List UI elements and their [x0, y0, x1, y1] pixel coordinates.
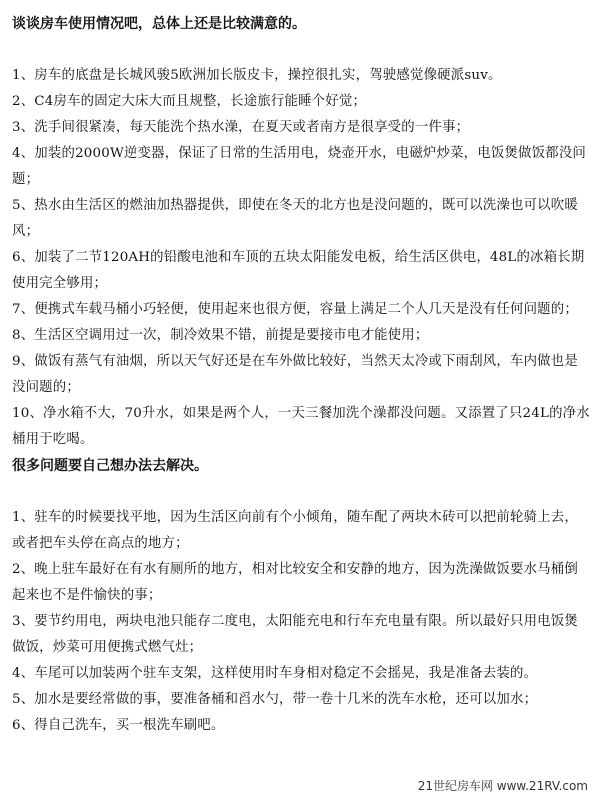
- usage-item: 1、房车的底盘是长城风骏5欧洲加长版皮卡，操控很扎实，驾驶感觉像硬派suv。: [12, 68, 502, 83]
- usage-item: 7、便携式车载马桶小巧轻便，使用起来也很方便，容量上满足二个人几天是没有任何问题的；: [12, 302, 578, 317]
- problem-item: 2、晚上驻车最好在有水有厕所的地方，相对比较安全和安静的地方，因为洗澡做饭要水马桶倒起来也不是件愉快的事；: [12, 562, 578, 603]
- usage-item: 10、净水箱不大，70升水，如果是两个人，一天三餐加洗个澡都没问题。又添置了只24L的净水桶用于吃喝。: [12, 406, 590, 447]
- usage-item: 2、C4房车的固定大床大而且规整，长途旅行能睡个好觉；: [12, 94, 367, 109]
- usage-list: [12, 63, 590, 453]
- problem-item: 3、要节约用电，两块电池只能存二度电，太阳能充电和行车充电量有限。所以最好只用电饭煲做饭，炒菜可用便携式燃气灶；: [12, 614, 578, 655]
- problem-list: [12, 505, 590, 739]
- problem-item: 1、驻车的时候要找平地，因为生活区向前有个小倾角，随车配了两块木砖可以把前轮骑上去，或者把车头停在高点的地方；: [12, 510, 578, 551]
- site-watermark: 21世纪房车网 www.21RV.com: [417, 779, 588, 793]
- problem-item: 6、得自己洗车，买一根洗车刷吧。: [12, 718, 225, 733]
- usage-item: 4、加装的2000W逆变器，保证了日常的生活用电，烧壶开水，电磁炉炒菜，电饭煲做饭都没问题；: [12, 146, 587, 187]
- usage-item: 3、洗手间很紧凑，每天能洗个热水澡，在夏天或者南方是很享受的一件事；: [12, 120, 470, 135]
- usage-item: 6、加装了二节120AH的铅酸电池和车顶的五块太阳能发电板，给生活区供电，48L的冰箱长期使用完全够用；: [12, 250, 585, 291]
- problems-heading: 很多问题要自己想办法去解决。: [12, 458, 208, 474]
- problem-item: 5、加水是要经常做的事，要准备桶和舀水勺，带一卷十几米的洗车水枪，还可以加水；: [12, 692, 538, 707]
- usage-item: 9、做饭有蒸气有油烟，所以天气好还是在车外做比较好，当然天太冷或下雨刮风，车内做也是没问题的；: [12, 354, 578, 395]
- usage-item: 8、生活区空调用过一次，制冷效果不错，前提是要接市电才能使用；: [12, 328, 429, 343]
- intro-heading: 谈谈房车使用情况吧，总体上还是比较满意的。: [12, 16, 306, 32]
- problem-item: 4、车尾可以加装两个驻车支架，这样使用时车身相对稳定不会摇晃，我是准备去装的。: [12, 666, 538, 681]
- usage-item: 5、热水由生活区的燃油加热器提供，即使在冬天的北方也是没问题的，既可以洗澡也可以吹暖风；: [12, 198, 578, 239]
